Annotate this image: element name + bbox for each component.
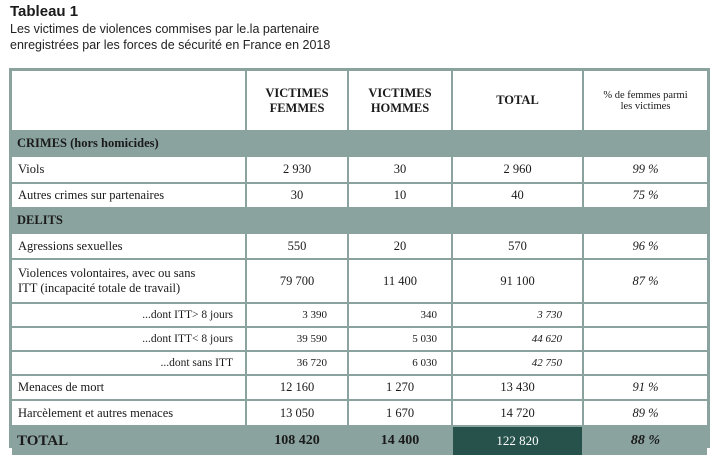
cell-total: 14 720 [453, 401, 584, 427]
table-row-total [12, 427, 707, 455]
cell-total: 42 750 [453, 352, 584, 376]
table-heading [10, 2, 710, 53]
row-label-line-1: Violences volontaires, avec ou sans [18, 266, 196, 280]
cell-total: 2 960 [453, 157, 584, 184]
header-row [12, 71, 707, 132]
cell-total: 3 730 [453, 304, 584, 328]
table-row-sans-itt [12, 352, 707, 376]
cell-pct-empty [584, 328, 707, 352]
cell-pct: 91 % [584, 376, 707, 401]
cell-total: 91 100 [453, 260, 584, 304]
cell-hommes: 20 [349, 234, 453, 260]
header-victimes-hommes-line-2: HOMMES [370, 100, 430, 115]
row-label: ...dont ITT> 8 jours [12, 304, 247, 328]
row-label [12, 260, 247, 304]
row-label-line-2: ITT (incapacité totale de travail) [18, 281, 181, 295]
row-label: Agressions sexuelles [12, 234, 247, 260]
row-label: ...dont ITT< 8 jours [12, 328, 247, 352]
cell-pct-empty [584, 352, 707, 376]
cell-hommes: 6 030 [349, 352, 453, 376]
total-total: 122 820 [453, 427, 584, 455]
cell-hommes: 10 [349, 184, 453, 209]
cell-femmes: 550 [247, 234, 349, 260]
cell-hommes: 1 670 [349, 401, 453, 427]
table-row-harcelement [12, 401, 707, 427]
cell-pct: 99 % [584, 157, 707, 184]
header-empty-cell [12, 71, 247, 132]
cell-hommes: 1 270 [349, 376, 453, 401]
row-label: Harcèlement et autres menaces [12, 401, 247, 427]
row-label: ...dont sans ITT [12, 352, 247, 376]
cell-hommes: 5 030 [349, 328, 453, 352]
header-victimes-hommes [349, 71, 453, 132]
cell-pct-empty [584, 304, 707, 328]
cell-pct: 96 % [584, 234, 707, 260]
data-table-frame [9, 68, 710, 448]
cell-pct: 89 % [584, 401, 707, 427]
header-victimes-hommes-line-1: VICTIMES [368, 85, 432, 100]
section-label-delits: DELITS [12, 209, 707, 234]
table-row-autres-crimes [12, 184, 707, 209]
cell-pct: 87 % [584, 260, 707, 304]
row-label: Menaces de mort [12, 376, 247, 401]
table-row-menaces-mort [12, 376, 707, 401]
cell-hommes: 340 [349, 304, 453, 328]
header-victimes-femmes-line-2: FEMMES [269, 100, 325, 115]
cell-total: 44 620 [453, 328, 584, 352]
cell-total: 570 [453, 234, 584, 260]
section-row-crimes [12, 132, 707, 157]
cell-femmes: 30 [247, 184, 349, 209]
table-row-violences [12, 260, 707, 304]
table-subtitle-line-1: Les victimes de violences commises par le.la partenaire [10, 22, 320, 36]
cell-hommes: 30 [349, 157, 453, 184]
table-row-itt-plus-8 [12, 304, 707, 328]
victims-table [12, 71, 707, 455]
cell-femmes: 36 720 [247, 352, 349, 376]
table-row-agressions [12, 234, 707, 260]
cell-femmes: 3 390 [247, 304, 349, 328]
header-pct-femmes-line-2: les victimes [620, 100, 671, 112]
cell-femmes: 12 160 [247, 376, 349, 401]
total-pct: 88 % [584, 427, 707, 455]
header-pct-femmes-line-1: % de femmes parmi [603, 89, 688, 101]
cell-pct: 75 % [584, 184, 707, 209]
cell-total: 13 430 [453, 376, 584, 401]
cell-femmes: 13 050 [247, 401, 349, 427]
header-pct-femmes [584, 71, 707, 132]
row-label: Viols [12, 157, 247, 184]
header-victimes-femmes-line-1: VICTIMES [265, 85, 329, 100]
cell-total: 40 [453, 184, 584, 209]
total-label: TOTAL [12, 427, 247, 455]
table-title: Tableau 1 [10, 3, 79, 20]
header-victimes-femmes [247, 71, 349, 132]
cell-femmes: 2 930 [247, 157, 349, 184]
cell-femmes: 79 700 [247, 260, 349, 304]
total-femmes: 108 420 [247, 427, 349, 455]
cell-femmes: 39 590 [247, 328, 349, 352]
table-subtitle-line-2: enregistrées par les forces de sécurité en France en 2018 [10, 38, 331, 52]
table-row-itt-moins-8 [12, 328, 707, 352]
row-label: Autres crimes sur partenaires [12, 184, 247, 209]
section-label-crimes: CRIMES (hors homicides) [12, 132, 707, 157]
total-hommes: 14 400 [349, 427, 453, 455]
header-total: TOTAL [453, 71, 584, 132]
table-row-viols [12, 157, 707, 184]
section-row-delits [12, 209, 707, 234]
cell-hommes: 11 400 [349, 260, 453, 304]
